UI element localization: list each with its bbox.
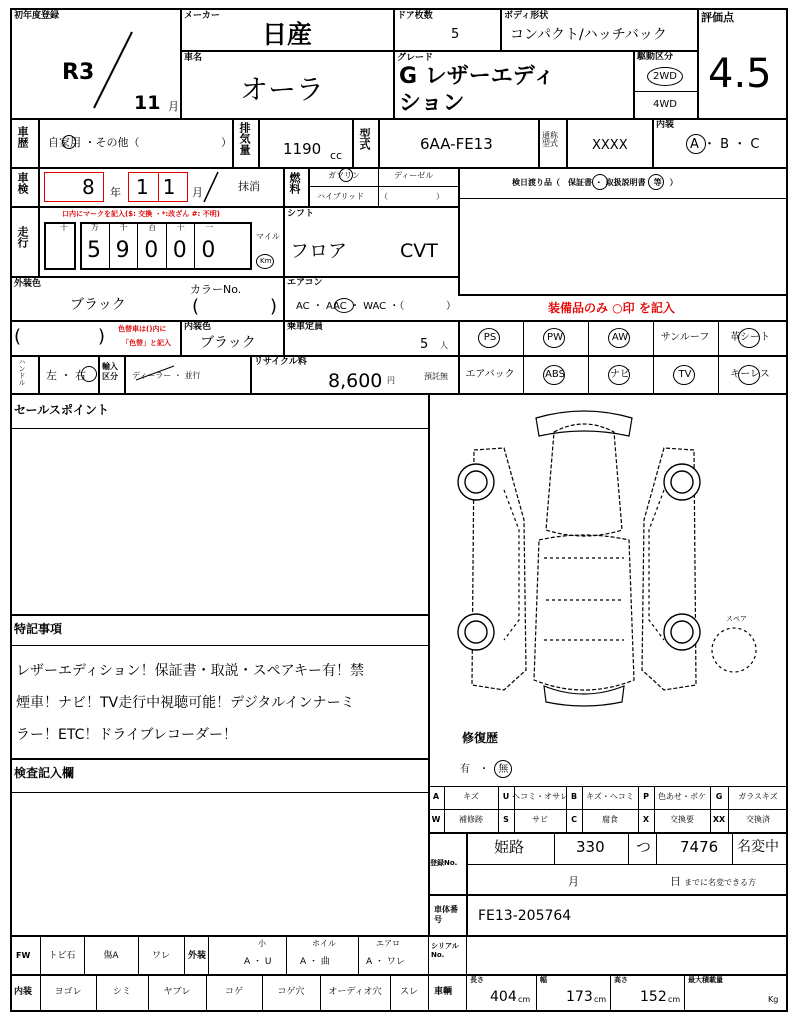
equipment-item: AW — [611, 332, 629, 343]
grid-line — [428, 809, 788, 810]
int-item: ヨゴレ — [54, 987, 82, 997]
history-close: ） — [221, 136, 232, 149]
shift-label: シフト — [287, 209, 315, 219]
legend-cell: W — [431, 815, 441, 824]
equipment-circle — [738, 328, 760, 348]
grid-line — [96, 974, 97, 1012]
legend-cell: X — [642, 815, 650, 824]
insp-slash — [200, 170, 222, 204]
col-divider — [352, 118, 354, 167]
equipment-circle — [608, 365, 630, 385]
legend-cell: XX — [712, 815, 726, 824]
int-item: コゲ — [224, 987, 244, 997]
mileage-unit-header: 一 — [205, 223, 214, 232]
score-value: 4.5 — [708, 51, 772, 97]
body-type-value: コンパクト/ハッチバック — [510, 27, 667, 43]
small-opts: A ・ U — [244, 957, 272, 967]
legend-cell: 補修跡 — [459, 815, 483, 824]
mileage-label: 走行 — [16, 226, 29, 248]
drive-label: 駆動区分 — [637, 52, 674, 62]
repair-history-label: 修復歴 — [462, 731, 499, 745]
equipment-circle — [543, 365, 565, 385]
drive-2wd-circle — [647, 67, 683, 86]
recycle-value: 8,600 — [328, 370, 383, 392]
col-divider — [588, 320, 589, 393]
col-divider — [38, 206, 40, 276]
cc-unit: cc — [330, 149, 343, 162]
car-diagram — [444, 410, 774, 710]
col-divider — [466, 832, 468, 894]
row-divider — [633, 91, 697, 92]
grid-line — [184, 935, 185, 974]
color-change-note-1: 色替車は()内に — [118, 325, 167, 333]
mileage-unit-header: 十 — [176, 223, 185, 232]
col-divider — [38, 118, 40, 167]
grade-line-2: ション — [399, 91, 465, 116]
length-label: 長さ — [470, 976, 484, 984]
width-unit: cm — [594, 995, 607, 1004]
shift-value: フロア — [290, 240, 348, 262]
glass-item: 傷A — [103, 951, 119, 961]
legend-cell: 色あせ・ボケ — [658, 792, 706, 801]
height-label: 高さ — [614, 976, 628, 984]
col-divider — [523, 320, 524, 393]
km-label: Km — [260, 257, 272, 265]
col-divider — [283, 276, 285, 320]
col-divider — [628, 832, 629, 864]
row-divider — [10, 206, 458, 208]
remarks-label: 特記事項 — [14, 622, 63, 636]
chassis-value: FE13-205764 — [478, 908, 572, 924]
model-label: 型式 — [358, 128, 371, 150]
history-label: 車歴 — [16, 126, 29, 148]
maker-value: 日産 — [262, 20, 313, 49]
drive-4wd: 4WD — [653, 99, 677, 110]
grid-line — [428, 786, 788, 787]
aircon-close: ） — [446, 301, 456, 312]
grid-line — [582, 786, 583, 832]
col-divider — [378, 118, 380, 167]
col-divider — [393, 8, 395, 118]
mileage-cell-divider — [166, 222, 167, 270]
spare-label: スペア — [726, 615, 747, 623]
legend-cell: サビ — [532, 815, 548, 824]
aircon-value: AC ・ AAC ・ WAC ・（ — [296, 301, 405, 312]
row-divider — [308, 186, 458, 187]
col-divider — [718, 320, 719, 393]
first-reg-month-unit: 月 — [168, 100, 179, 113]
first-reg-month: 11 — [134, 92, 161, 114]
fuel-gas-circle — [339, 168, 353, 182]
equipment-title: 装備品のみ ○印 を記入 — [548, 301, 675, 315]
col-divider — [653, 320, 654, 393]
row-divider — [10, 792, 428, 793]
acc-circle-2 — [648, 174, 664, 190]
row-divider — [10, 645, 428, 646]
mileage-digit: 0 — [144, 238, 159, 263]
doors-value: 5 — [451, 27, 460, 42]
deregistered: 抹消 — [238, 180, 260, 193]
remarks-line-2: 煙車！ナビ！TV走行中視聴可能！デジタルインナーミ — [16, 695, 355, 711]
legend-cell: P — [643, 792, 649, 801]
col-divider — [283, 167, 285, 206]
row-divider — [10, 355, 788, 357]
ext-label: 外装 — [188, 951, 207, 961]
insp-year-box — [44, 172, 104, 202]
grid-line — [262, 974, 263, 1012]
legend-cell: C — [571, 815, 577, 824]
reg-kana: つ — [636, 838, 652, 856]
col-divider — [652, 118, 654, 167]
equipment-item: エアバック — [465, 369, 515, 380]
color-no-close: ) — [270, 296, 278, 317]
legend-cell: キズ・ヘコミ — [586, 792, 634, 801]
legend-cell: U — [502, 792, 510, 801]
legend-cell: 腐食 — [602, 815, 618, 824]
insp-year-value: 8 — [82, 175, 95, 199]
grid-line — [148, 974, 149, 1012]
equipment-circle — [738, 365, 760, 385]
col-divider — [250, 355, 252, 393]
col-divider — [697, 8, 699, 118]
history-circle — [62, 135, 76, 149]
row-divider — [10, 935, 788, 937]
doors-label: ドア枚数 — [397, 11, 433, 21]
insp-month-value: 11 — [136, 175, 190, 199]
paren-open: ( — [14, 326, 22, 347]
row-divider — [458, 198, 788, 199]
mileage-unit-header: 万 — [91, 223, 99, 232]
row-divider — [428, 832, 788, 834]
grid-line — [638, 786, 639, 832]
grid-line — [654, 786, 655, 832]
glass-item: ワレ — [151, 951, 171, 961]
aircon-circle — [334, 298, 354, 313]
int-item: スレ — [399, 987, 419, 997]
dims-label: 車輌 — [434, 987, 453, 997]
int-color-value: ブラック — [200, 335, 256, 351]
handle-label: ハンドル — [18, 358, 26, 386]
equipment-item: ABS — [545, 369, 565, 380]
grid-line — [684, 974, 685, 1012]
equipment-item: 革シート — [730, 332, 770, 343]
grid-line — [40, 974, 41, 1012]
equipment-circle — [608, 328, 630, 348]
color-no-open: ( — [192, 296, 200, 317]
common-model-label: 通称型式 — [542, 131, 558, 148]
grid-line — [498, 786, 499, 832]
insp-year-unit: 年 — [110, 186, 121, 199]
grid-line — [286, 935, 287, 974]
row-divider — [466, 864, 788, 865]
reg-area: 姫路 — [494, 838, 525, 856]
wheel-opts: A ・ 曲 — [300, 957, 330, 967]
legend-cell: B — [570, 792, 578, 801]
col-divider — [656, 832, 657, 864]
equipment-circle — [673, 365, 695, 385]
aircon-label: エアコン — [287, 278, 323, 288]
equipment-circle — [478, 328, 500, 348]
grid-line — [320, 974, 321, 1012]
col-divider — [732, 832, 733, 864]
reg-number: 7476 — [680, 838, 719, 856]
legend-cell: ガラスキズ — [738, 792, 778, 801]
inspection-label: 車検 — [16, 172, 29, 194]
fuel-label: 燃料 — [288, 172, 301, 194]
fuel-hybrid: ハイブリッド — [317, 192, 365, 201]
import-value: ディーラー ・ 並行 — [132, 371, 201, 380]
width-label: 幅 — [540, 976, 547, 984]
legend-cell: キズ — [463, 792, 479, 801]
legend-cell: A — [432, 792, 440, 801]
grid-line — [610, 974, 611, 1012]
int-item: シミ — [112, 987, 132, 997]
int-item: オーディオ穴 — [328, 987, 382, 997]
mileage-cell-divider — [137, 222, 138, 270]
chassis-label: 車体番号 — [434, 905, 458, 924]
row-divider — [10, 974, 788, 976]
col-divider — [38, 355, 40, 393]
grade-label: グレード — [397, 53, 434, 63]
ext-color-label: 外装色 — [14, 279, 42, 289]
import-label: 輸入区分 — [102, 362, 118, 381]
row-divider — [10, 393, 788, 395]
color-change-note-2: 「色替」と記入 — [122, 339, 171, 347]
grid-line — [728, 786, 729, 832]
equipment-item: PW — [547, 332, 563, 343]
int-item: コゲ穴 — [277, 987, 305, 997]
grid-line — [206, 974, 207, 1012]
col-divider — [458, 320, 460, 393]
grid-line — [444, 786, 445, 832]
ext-color-value: ブラック — [70, 297, 126, 313]
grid-line — [40, 935, 41, 974]
grid-line — [536, 974, 537, 1012]
inspect-note-label: 検査記入欄 — [14, 766, 75, 780]
col-divider — [283, 206, 285, 276]
grid-line — [208, 935, 209, 974]
km-circle — [256, 254, 274, 269]
repair-circle — [494, 760, 512, 778]
acc-circle-1 — [592, 174, 608, 190]
displacement-label: 排気量 — [238, 122, 251, 155]
interior-label: 内装 — [656, 120, 675, 130]
mileage-digit: 0 — [201, 238, 216, 263]
row-divider — [428, 894, 788, 896]
mileage-digit: 5 — [87, 238, 101, 263]
row-divider — [10, 758, 428, 760]
mileage-cell-divider — [109, 222, 110, 270]
grade-line-1: G レザーエディ — [399, 64, 555, 89]
reg-no-label: 登録No. — [430, 859, 458, 867]
equipment-item: ナビ — [610, 369, 630, 380]
recycle-unit: 円 — [387, 376, 395, 385]
grid-line — [466, 935, 467, 974]
year-slash — [90, 30, 140, 110]
length-value: 404 — [490, 989, 517, 1005]
equipment-item: PS — [483, 332, 497, 343]
row-divider — [10, 320, 788, 322]
first-reg-label: 初年度登録 — [14, 11, 60, 21]
remarks-line-1: レザーエディション！保証書・取説・スペアキー有！禁 — [16, 663, 365, 679]
int-item: ヤブレ — [163, 987, 191, 997]
row-divider — [458, 294, 788, 296]
import-strike — [134, 362, 178, 386]
reg-deadline-note: までに名変できる方 — [684, 878, 756, 887]
int-color-label: 内装色 — [184, 322, 212, 332]
row-divider — [10, 614, 428, 616]
sales-point-label: セールスポイント — [14, 403, 109, 417]
row-divider — [10, 167, 788, 169]
col-divider — [566, 118, 568, 167]
mileage-unit-header: 百 — [148, 223, 157, 232]
mileage-unit-header: 千 — [119, 223, 128, 232]
legend-cell: G — [715, 792, 723, 801]
paren-close: ) — [98, 326, 106, 347]
mileage-cell-divider — [194, 222, 195, 270]
col-divider — [124, 355, 126, 393]
grid-line — [138, 935, 139, 974]
wheel-label: ホイル — [312, 939, 336, 948]
grid-line — [466, 974, 467, 1012]
common-model-value: XXXX — [592, 138, 628, 153]
capacity-value: 5 — [420, 337, 429, 352]
col-divider — [554, 832, 555, 864]
col-divider — [466, 894, 468, 935]
col-divider — [180, 8, 182, 118]
col-divider — [180, 320, 182, 355]
fuel-other: （ ） — [380, 192, 444, 201]
length-unit: cm — [518, 995, 531, 1004]
col-divider — [98, 355, 100, 393]
row-divider — [10, 428, 428, 429]
reg-class: 330 — [576, 838, 605, 856]
grid-line — [358, 935, 359, 974]
glass-item: トビ石 — [48, 951, 76, 961]
kg-unit: Kg — [768, 995, 779, 1004]
insp-month-unit: 月 — [192, 186, 203, 199]
mile-label: マイル — [256, 232, 280, 241]
grid-line — [710, 786, 711, 832]
col-divider — [38, 167, 40, 206]
legend-cell: 交換要 — [670, 815, 694, 824]
fuel-diesel: ディーゼル — [394, 171, 434, 180]
history-value: 自家用 ・その他（ — [48, 136, 140, 149]
row-divider — [10, 276, 458, 278]
col-divider — [500, 8, 502, 50]
col-divider — [538, 118, 540, 167]
capacity-unit: 人 — [440, 341, 448, 350]
cc-value: 1190 — [283, 140, 322, 158]
fuel-gas: ガソリン — [328, 171, 360, 180]
capacity-label: 乗車定員 — [287, 322, 324, 332]
repair-value: 有 ・ 無 — [460, 764, 512, 775]
max-load-label: 最大積載量 — [688, 976, 723, 984]
color-no-label: カラーNo. — [190, 283, 242, 296]
accessories-text: 検日渡り品（ 保証書 ・ 取扱説明書 等 ） — [512, 178, 678, 187]
mileage-unit-header: 十 — [60, 223, 68, 232]
aero-opts: A ・ ワレ — [366, 957, 405, 967]
equipment-item: サンルーフ — [660, 332, 710, 343]
recycle-label: リサイクル料 — [254, 357, 307, 367]
col-divider — [428, 393, 430, 935]
remarks-line-3: ラー！ETC！ドライブレコーダー！ — [16, 727, 237, 743]
maker-label: メーカー — [184, 11, 220, 21]
int-row-label: 内装 — [14, 987, 33, 997]
aero-label: エアロ — [376, 939, 400, 948]
model-value: 6AA-FE13 — [420, 135, 493, 153]
equipment-item: キーレス — [730, 369, 770, 380]
drive-2wd: 2WD — [653, 71, 677, 82]
grid-line — [390, 974, 391, 1012]
equipment-circle — [543, 328, 565, 348]
grid-line — [84, 935, 85, 974]
height-unit: cm — [668, 995, 681, 1004]
equipment-item: TV — [678, 369, 692, 380]
handle-circle — [81, 366, 97, 382]
score-label: 評価点 — [701, 11, 734, 24]
transmission-value: CVT — [400, 240, 438, 262]
first-reg-year: R3 — [62, 60, 95, 85]
mileage-digit: 0 — [172, 238, 187, 263]
serial-label: シリアルNo. — [431, 942, 459, 960]
body-type-label: ボディ形状 — [504, 11, 549, 21]
row-divider — [180, 50, 697, 52]
deposit: 預託無 — [424, 372, 448, 381]
legend-cell: ヘコミ・オサレ — [512, 792, 568, 801]
fw-label: FW — [16, 951, 31, 960]
mileage-note: 口内にマークを記入($: 交換 ・*:改ざん #: 不明) — [62, 210, 220, 218]
legend-cell: S — [503, 815, 509, 824]
car-name-value: オーラ — [240, 73, 325, 106]
col-divider — [283, 320, 285, 355]
small-label: 小 — [258, 939, 266, 948]
interior-circle — [686, 134, 706, 154]
height-value: 152 — [640, 989, 667, 1005]
col-divider — [458, 167, 460, 294]
col-divider — [258, 118, 260, 167]
grid-line — [428, 974, 429, 1012]
legend-cell: 交換済 — [746, 815, 770, 824]
interior-grades: A ・ B ・ C — [690, 137, 760, 152]
grid-line — [428, 935, 429, 974]
car-name-label: 車名 — [184, 53, 203, 63]
col-divider — [232, 118, 234, 167]
mileage-digit: 9 — [115, 238, 130, 263]
width-value: 173 — [566, 989, 593, 1005]
reg-month-label: 月 — [568, 875, 579, 888]
col-divider — [633, 50, 635, 118]
handle-value: 左 ・ 右 — [46, 369, 86, 382]
reg-name-change: 名変中 — [737, 839, 779, 855]
reg-day-label: 日 — [670, 875, 681, 888]
